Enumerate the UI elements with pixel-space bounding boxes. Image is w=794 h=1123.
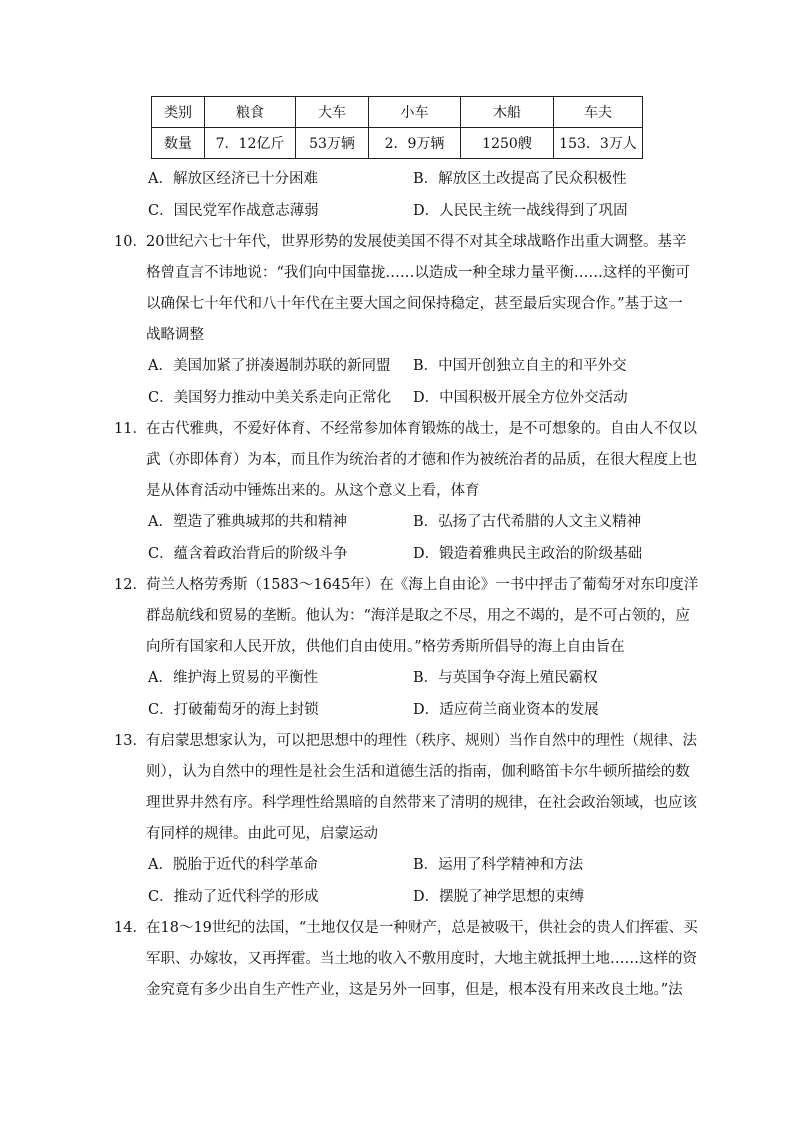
q14-number: 14． (114, 920, 147, 936)
table-cell: 车夫 (554, 97, 643, 128)
q11-option-c: C．蕴含着政治背后的阶级斗争 (148, 546, 348, 562)
q12-option-d: D．适应荷兰商业资本的发展 (413, 702, 599, 718)
q13-option-a: A．脱胎于近代的科学革命 (148, 857, 318, 873)
q12-option-a: A．维护海上贸易的平衡性 (148, 670, 318, 686)
q11-option-d: D．锻造着雅典民主政治的阶级基础 (413, 546, 643, 562)
q13-option-d: D．摆脱了神学思想的束缚 (413, 889, 585, 905)
q11-stem-line: 武（亦即体育）为本，而且作为统治者的才德和作为被统治者的品质，在很大程度上也 (146, 452, 697, 468)
q12-stem-line: 群岛航线和贸易的垄断。他认为：“海洋是取之不尽，用之不竭的，是不可占领的，应 (146, 608, 690, 624)
q11-number: 11． (114, 421, 147, 437)
table-cell: 大车 (296, 97, 369, 128)
q10-option-c: C．美国努力推动中美关系走向正常化 (148, 390, 392, 406)
q13-option-c: C．推动了近代科学的形成 (148, 889, 319, 905)
q10-stem-line: 10．20世纪六七十年代，世界形势的发展使美国不得不对其全球战略作出重大调整。基辛 (114, 230, 686, 251)
q12-option-b: B．与英国争夺海上殖民霸权 (413, 670, 598, 686)
q12-stem-line: 向所有国家和人民开放，供他们自由使用。”格劳秀斯所倡导的海上自由旨在 (146, 639, 625, 655)
q12-number: 12． (114, 577, 147, 593)
q14-stem-line: 军职、办嫁妆，又再挥霍。当土地的收入不敷用度时，大地主就抵押土地……这样的资 (146, 951, 697, 967)
table-cell: 数量 (152, 128, 205, 159)
table-cell: 1250艘 (461, 128, 554, 159)
q10-option-b: B．中国开创独立自主的和平外交 (413, 358, 627, 374)
q9-option-c: C．国民党军作战意志薄弱 (148, 203, 319, 219)
q13-stem-line: 则），认为自然中的理性是社会生活和道德生活的指南，伽利略笛卡尔牛顿所描绘的数 (146, 764, 690, 780)
q13-option-b: B．运用了科学精神和方法 (413, 857, 584, 873)
q11-option-a: A．塑造了雅典城邦的共和精神 (148, 514, 347, 530)
q10-stem-line: 格曾直言不讳地说：“我们向中国靠拢……以造成一种全球力量平衡……这样的平衡可 (146, 265, 690, 281)
q13-number: 13． (114, 733, 147, 749)
q10-option-d: D．中国积极开展全方位外交活动 (413, 390, 628, 406)
table-cell: 53万辆 (296, 128, 369, 159)
q10-stem-line: 以确保七十年代和八十年代在主要大国之间保持稳定，甚至最后实现合作。”基于这一 (146, 296, 683, 312)
table-cell: 2．9万辆 (369, 128, 461, 159)
q13-stem-line: 理世界井然有序。科学理性给黑暗的自然带来了清明的规律，在社会政治领域，也应该 (146, 795, 697, 811)
table-cell: 粮食 (205, 97, 296, 128)
q9-option-b: B．解放区土改提高了民众积极性 (413, 171, 627, 187)
q13-stem-line: 13．有启蒙思想家认为，可以把思想中的理性（秩序、规则）当作自然中的理性（规律、法 (114, 729, 697, 750)
q9-option-d: D．人民民主统一战线得到了巩固 (413, 203, 628, 219)
supply-statistics-table (151, 96, 643, 159)
q13-stem-line: 有同样的规律。由此可见，启蒙运动 (146, 826, 378, 842)
table-cell: 7．12亿斤 (205, 128, 296, 159)
q9-option-a: A．解放区经济已十分困难 (148, 171, 318, 187)
table-header-row (152, 97, 643, 128)
q10-stem-line: 战略调整 (146, 327, 204, 343)
q12-stem-line: 12．荷兰人格劳秀斯（1583～1645年）在《海上自由论》一书中抨击了葡萄牙对东印度洋 (114, 573, 698, 594)
q11-option-b: B．弘扬了古代希腊的人文主义精神 (413, 514, 642, 530)
q12-option-c: C．打破葡萄牙的海上封锁 (148, 702, 319, 718)
table-cell: 类别 (152, 97, 205, 128)
q11-stem-line: 是从体育活动中锤炼出来的。从这个意义上看，体育 (146, 483, 480, 499)
table-cell: 小车 (369, 97, 461, 128)
q11-stem-line: 11．在古代雅典，不爱好体育、不经常参加体育锻炼的战士，是不可想象的。自由人不仅以 (114, 417, 697, 438)
q14-stem-line: 14．在18～19世纪的法国，“土地仅仅是一种财产，总是被吸干，供社会的贵人们挥霍、买 (114, 916, 698, 937)
q10-number: 10． (114, 234, 147, 250)
table-value-row (152, 128, 643, 159)
q14-stem-line: 金究竟有多少出自生产性产业，这是另外一回事，但是，根本没有用来改良土地。”法 (146, 982, 683, 998)
q10-option-a: A．美国加紧了拼凑遏制苏联的新同盟 (148, 358, 391, 374)
table-cell: 153．3万人 (554, 128, 643, 159)
table-cell: 木船 (461, 97, 554, 128)
